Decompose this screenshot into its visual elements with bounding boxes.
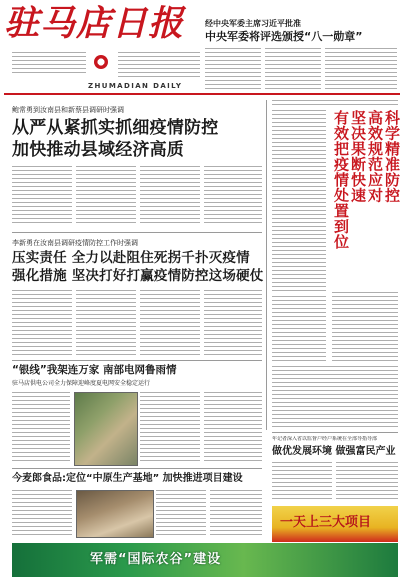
second-story-headline-line2: 强化措施 坚决打好打赢疫情防控这场硬仗: [12, 268, 264, 284]
right-feature-body-tail: [272, 366, 398, 430]
second-story-body-col3: [140, 290, 200, 356]
masthead-info-left: [12, 52, 86, 74]
right-feature-body-top: [272, 100, 398, 108]
right-feature-body-lower: [272, 296, 326, 362]
photo-story-body-col2: [140, 392, 200, 464]
bottom-story-body-col1: [12, 490, 72, 536]
lower-right-body-col2: [336, 462, 398, 502]
right-feature-col4: 有效把疫情处置到位: [332, 110, 350, 250]
top-story-body-col3: [325, 48, 397, 90]
section-rule-right: [272, 432, 398, 433]
ad-banner-right-text: 一天上三大项目: [280, 515, 372, 530]
photo-story-image: [74, 392, 138, 466]
main-story-body-col2: [76, 166, 136, 226]
bottom-story-image: [76, 490, 154, 538]
bottom-story-headline: 今麦郎食品:定位“中原生产基地” 加快推进项目建设: [12, 473, 243, 484]
top-story-headline: 中央军委将评选颁授“八一勋章”: [205, 30, 363, 43]
lower-right-headline: 做优发展环境 做强富民产业: [272, 446, 396, 457]
main-story-body-col3: [140, 166, 200, 226]
second-story-body-col1: [12, 290, 72, 356]
right-feature-body-left: [272, 110, 326, 292]
right-feature-col2: 高效规范应对: [366, 110, 384, 203]
main-story-headline-line2: 加快推动县域经济高质: [12, 140, 184, 160]
main-story-headline-line1: 从严从紧抓实抓细疫情防控: [12, 118, 219, 138]
main-story-body-col1: [12, 166, 72, 226]
ad-banner-bottom-text: 军需“国际农谷”建设: [90, 552, 222, 567]
photo-story-body-col1: [12, 392, 70, 464]
photo-story-headline: “银线”我架连万家 南部电网鲁雨情: [12, 364, 177, 376]
masthead-info-right: [118, 52, 200, 80]
ad-banner-bottom: [12, 543, 398, 577]
masthead-pinyin: ZHUMADIAN DAILY: [88, 82, 183, 90]
top-story-body-col1: [205, 48, 261, 90]
masthead-seal: [94, 55, 108, 69]
bottom-story-body-col2: [156, 490, 206, 536]
main-story-kicker: 鲍常勇到汝南县和新蔡县调研时强调: [12, 106, 124, 114]
masthead-title: 驻马店日报: [4, 3, 185, 44]
second-story-headline-line1: 压实责任 全力以赴阻住死拐千扑灭疫情: [12, 250, 250, 266]
right-column-rule: [266, 100, 267, 430]
main-story-body-col4: [204, 166, 262, 226]
second-story-kicker: 李新勇在汝南县调研疫情防控工作时强调: [12, 239, 138, 247]
right-feature-col1: 科学精准防控: [383, 110, 401, 203]
second-story-body-col4: [204, 290, 262, 356]
section-rule-1: [12, 232, 262, 233]
second-story-body-col2: [76, 290, 136, 356]
photo-story-subhead: 驻马店供电公司全力保障迎峰度夏电网安全稳定运行: [12, 380, 151, 387]
ad-banner-right: [272, 506, 398, 542]
section-rule-2: [12, 360, 262, 361]
bottom-story-body-col3: [210, 490, 262, 536]
top-story-kicker: 经中央军委主席习近平批准: [205, 18, 301, 28]
right-feature-col3: 坚决果断快速: [349, 110, 367, 203]
masthead-rule: [4, 93, 400, 95]
photo-story-body-col3: [204, 392, 262, 464]
right-feature-body-bottom: [332, 292, 398, 362]
lower-right-body-col1: [272, 462, 332, 502]
lower-right-kicker: 年记者深入省以监督户经户系统在全部导指导部: [272, 436, 378, 442]
section-rule-3: [12, 468, 262, 469]
top-story-body-col2: [265, 48, 321, 90]
